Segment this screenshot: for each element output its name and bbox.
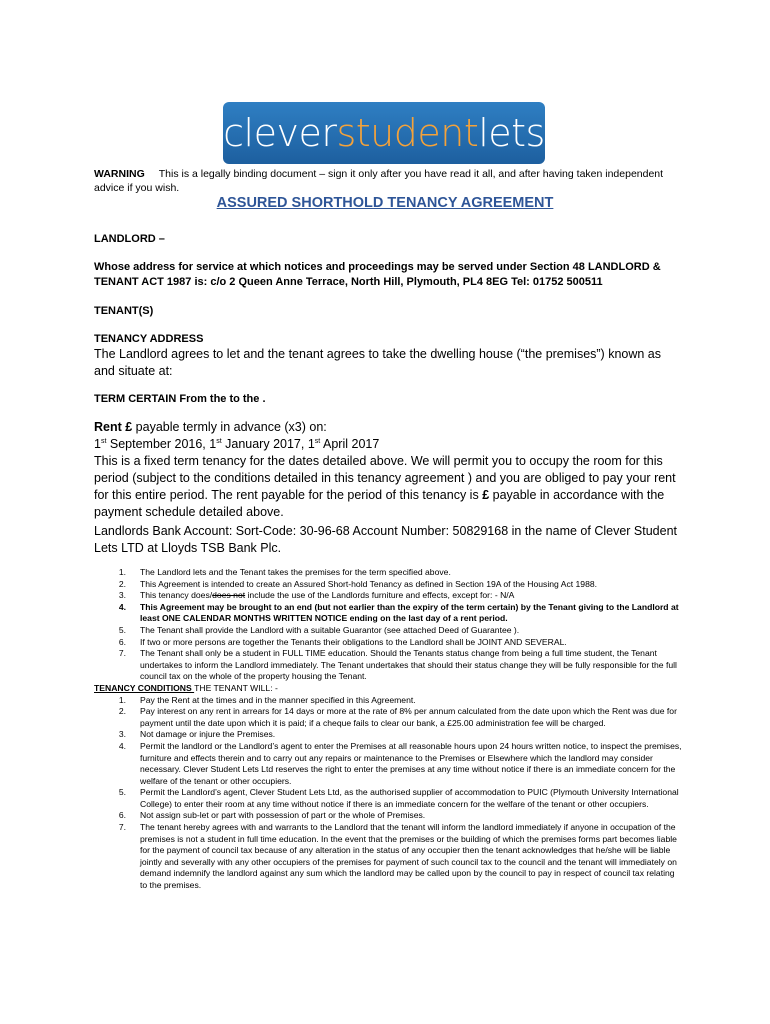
rent-line [94,419,684,436]
condition-item [94,695,684,707]
condition-number: 7. [118,822,126,833]
rent-paragraph-a: This is a fixed term tenancy for the dates detailed above. We will permit you to occupy the room for this period (subject to the conditions detailed in this tenancy agreement ) and you are obliged to pay your rent for this entire period. The rent payable for the period of this tenancy is [94,454,676,502]
rent-paragraph-b: payable in accordance with the payment schedule detailed above. [94,488,665,519]
term-text: The Landlord lets and the Tenant takes the premises for the term specified above. [140,567,451,577]
tenants-heading: TENANT(S) [94,305,154,317]
term-certain: TERM CERTAIN From the to the . [94,393,266,405]
term-number: 5. [118,624,126,635]
landlord-heading: LANDLORD – [94,233,165,245]
condition-text: Not damage or injure the Premises. [140,729,276,740]
tenancy-address-heading: TENANCY ADDRESS [94,333,204,345]
condition-item [94,741,684,787]
condition-number: 1. [118,694,126,705]
term-number: 6. [118,636,126,647]
term-text: If two or more persons are together the Tenants their obligations to the Landlord shall be JOINT AND SEVERAL. [140,636,567,647]
conditions-heading-rest: THE TENANT WILL: - [194,682,278,693]
rent-date-2-suffix: st [216,437,222,445]
tenancy-address-text: The Landlord agrees to let and the tenant agrees to take the dwelling house (“the premises”) known as and situate at: [94,347,662,378]
logo-part-clever: clever [223,111,337,155]
rent-date-1-rest: September 2016, 1 [106,437,217,451]
rent-paragraph [94,453,684,521]
term-item [94,579,684,591]
term-text-struck: does not [212,590,246,601]
logo-wordmark [223,111,545,155]
rent-label: Rent £ [94,420,133,434]
condition-text: Pay interest on any rent in arrears for 14 days or more at the rate of 8% per annum calculated from the date upon which the Rent was due for payment until the date upon which it is paid; if a cheque fails to clear our bank, a £25.00 administration fee will be charged. [140,706,677,728]
term-number: 1. [118,567,126,577]
condition-item [94,706,684,729]
conditions-heading-underlined: TENANCY CONDITIONS [94,682,195,693]
term-text: This Agreement is intended to create an Assured Short-hold Tenancy as defined in Section 19A of the Housing Act 1988. [140,578,598,589]
term-number: 2. [118,578,126,589]
term-item [94,567,684,579]
address-notice: Whose address for service at which notices and proceedings may be served under Section 48 LANDLORD & TENANT ACT 1987 is: c/o 2 Queen Anne Terrace, North Hill, Plymouth, PL4 8EG Tel: 01752 500511 [94,261,661,288]
condition-text: Permit the landlord or the Landlord’s agent to enter the Premises at all reasonable hours upon 24 hours written notice, to inspect the premises, furniture and effects therein and to carry out any repairs or maintenance to the Premises or Elsewhere which the landlord may consider necessary. Clever Student Lets Ltd reserves the right to enter the premises at any time without notice if there is an immediate concern for the welfare of the tenant or other occupiers. [140,740,682,786]
term-text: This Agreement may be brought to an end (but not earlier than the expiry of the term certain) by the Tenant giving to the Landlord at least ONE CALENDAR MONTHS WRITTEN NOTICE ending on the last day of a rent period. [140,601,679,624]
condition-text: The tenant hereby agrees with and warrants to the Landlord that the tenant will inform the landlord immediately if anyone in occupation of the premises is not a student in full time education. In the event that the premises or the building of which the premises forms part becomes liable for the payment of council tax because of any alteration in the status of any occupier then the tenant acknowledges that he/she will be liable jointly and severally with any other occupiers of the premises for payment of such council tax to the council and the tenant will immediately on demand indemnify the landlord against any sum which the landlord may be called upon by the council to pay in respect of council tax relating to the premises. [140,822,677,891]
condition-number: 5. [118,787,126,798]
term-number: 7. [118,648,126,659]
logo-part-student: student [336,111,479,155]
condition-text: Pay the Rent at the times and in the manner specified in this Agreement. [140,694,416,705]
term-text: The Tenant shall only be a student in FULL TIME education. Should the Tenants status change from being a full time student, the Tenant undertakes to inform the Landlord immediately. The Tenant undertakes that should their status change they will be fully responsible for the full council tax on the whole of the property housing the Tenant. [140,648,677,682]
condition-item [94,729,684,741]
warning-text: This is a legally binding document – sign it only after you have read it all, and after having taken independent advice if you wish. [94,168,664,194]
rent-date-2-rest: January 2017, 1 [221,437,315,451]
condition-text: Permit the Landlord’s agent, Clever Student Lets Ltd, as the authorised supplier of accommodation to PUIC (Plymouth University International College) to enter their room at any time without notice if there is an immediate concern for the welfare of the tenant or other occupiers. [140,787,679,809]
condition-number: 3. [118,729,126,740]
term-number: 4. [118,601,126,612]
condition-item [94,787,684,810]
bank-details: Landlords Bank Account: Sort-Code: 30-96-68 Account Number: 50829168 in the name of Clever Student Lets LTD at Lloyds TSB Bank Plc. [94,524,678,555]
rent-date-1-suffix: st [100,437,107,445]
term-text-a: This tenancy does/ [140,590,213,601]
condition-item [94,822,684,892]
rent-dates [94,436,684,453]
company-logo [223,102,545,164]
term-number: 3. [118,590,126,601]
condition-number: 4. [118,740,126,751]
term-item [94,637,684,649]
term-text [140,590,684,602]
rent-date-3-suffix: st [314,437,321,445]
term-item [94,625,684,637]
rent-date-3-rest: April 2017 [320,437,380,451]
rent-text: payable termly in advance (x3) on: [132,420,327,434]
terms-list [94,567,684,892]
document-title: ASSURED SHORTHOLD TENANCY AGREEMENT [216,195,554,211]
warning-notice [94,167,694,195]
condition-number: 6. [118,810,126,821]
term-item [94,590,684,602]
rent-pound: £ [482,488,490,502]
conditions-heading [94,683,684,695]
term-item [94,602,684,625]
warning-label: WARNING [94,168,145,180]
condition-number: 2. [118,706,126,717]
term-text: The Tenant shall provide the Landlord with a suitable Guarantor (see attached Deed of Guarantee ). [140,624,520,635]
condition-text: Not assign sub-let or part with possession of part or the whole of Premises. [140,810,426,821]
rent-date-1-day: 1 [94,437,101,451]
condition-item [94,810,684,822]
term-item [94,648,684,683]
term-text-b: include the use of the Landlords furniture and effects, except for: - N/A [245,590,515,601]
logo-part-lets: lets [478,111,545,155]
